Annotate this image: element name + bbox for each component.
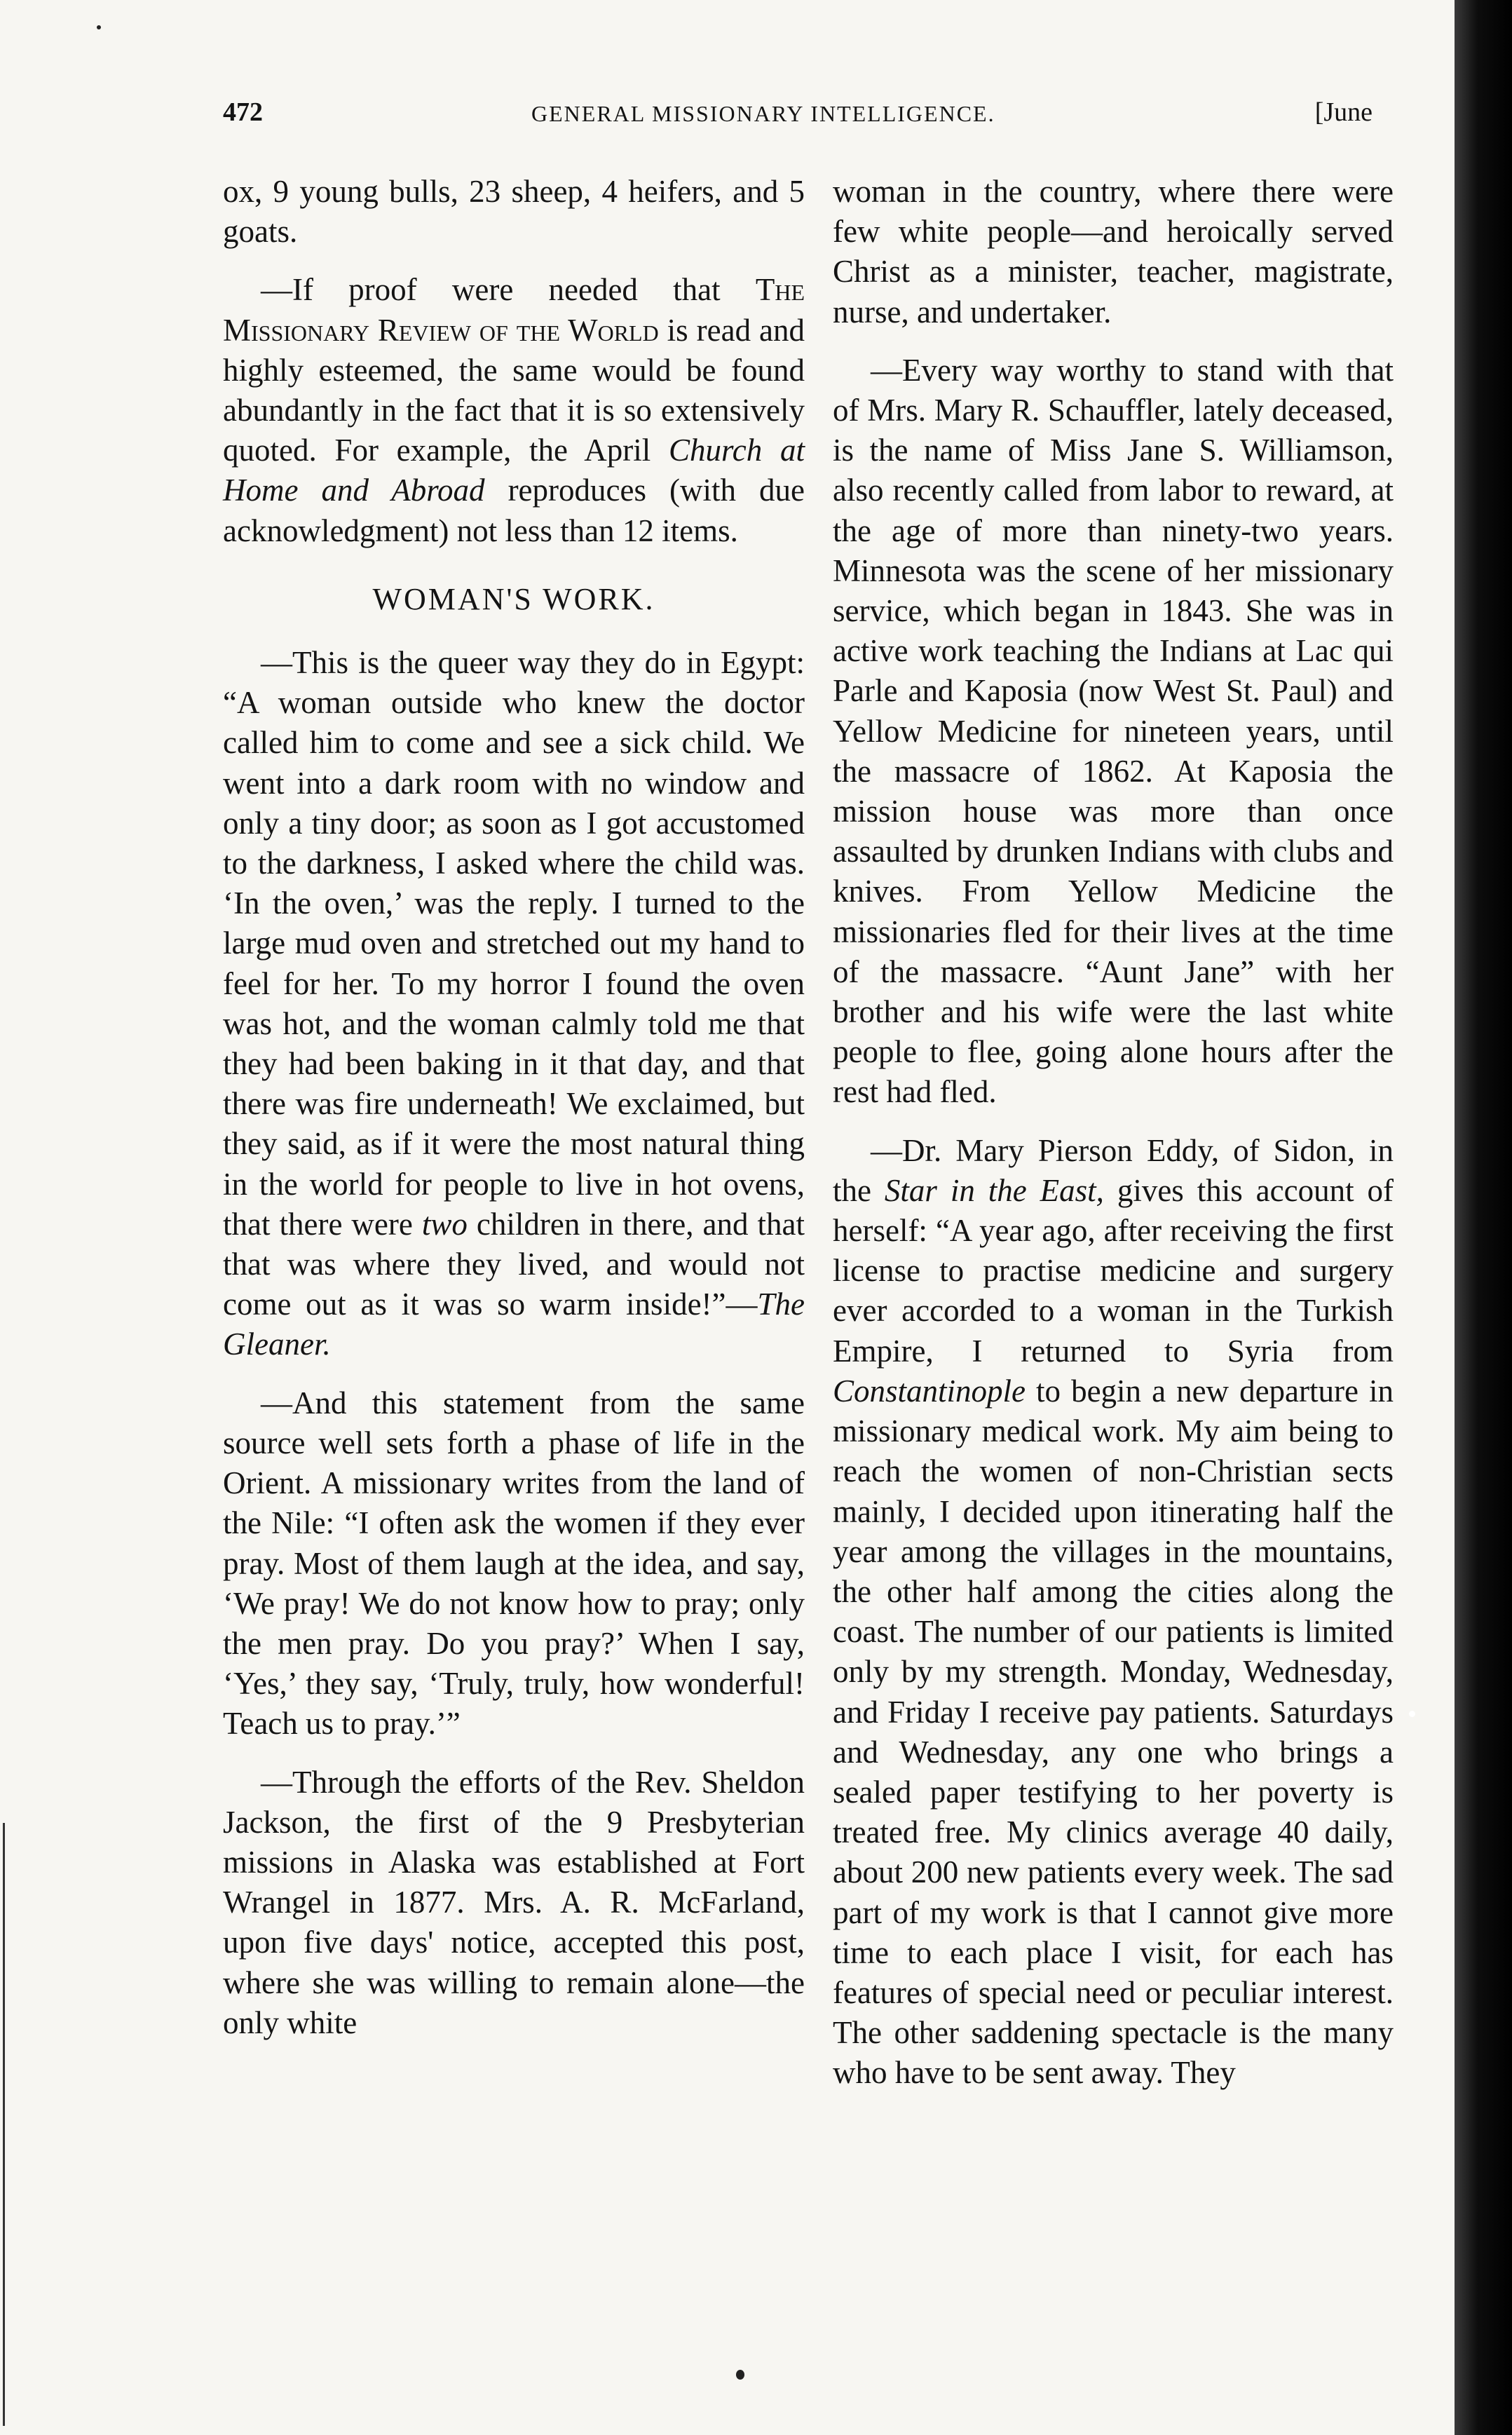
journal-title: The Missionary Review of the World bbox=[223, 272, 805, 348]
left-column bbox=[223, 172, 805, 2061]
scan-margin-line bbox=[3, 1823, 5, 2426]
source-citation: The Gleaner. bbox=[223, 1287, 805, 1362]
paragraph: woman in the country, where there were few white people—and heroically served Christ as a minister, teacher, magistrate, nurse, and undertaker. bbox=[833, 174, 1394, 330]
page-number: 472 bbox=[223, 97, 263, 127]
paragraph: —If proof were needed that The Missionary Review of the World is read and highly esteemed, the same would be found abundantly in the fact that it is so extensively quoted. For example, the April Church at Home and Abroad reproduces (with due acknowledgment) not less than 12 items. bbox=[223, 272, 805, 548]
paragraph: ox, 9 young bulls, 23 sheep, 4 heifers, and 5 goats. bbox=[223, 174, 805, 250]
scan-speck bbox=[97, 25, 101, 29]
scan-speck bbox=[1409, 1711, 1415, 1717]
paragraph: —And this statement from the same source well sets forth a phase of life in the Orient. A missionary writes from the land of the Nile: “I often ask the women if they ever pray. Most of them laugh at the idea, and say, ‘We pray! We do not know how to pray; only the men pray. Do you pray?’ When I say, ‘Yes,’ they say, ‘Truly, truly, how wonderful! Teach us to pray.’” bbox=[223, 1385, 805, 1742]
right-column bbox=[833, 172, 1394, 2112]
paragraph: —Every way worthy to stand with that of Mrs. Mary R. Schauffler, lately deceased, is the name of Miss Jane S. Williamson, also recently called from labor to reward, at the age of more than ninety-two years. Minnesota was the scene of her missionary service, which began in 1843. She was in active work teaching the Indians at Lac qui Parle and Kaposia (now West St. Paul) and Yellow Medicine for nineteen years, until the massacre of 1862. At Kaposia the mission house was more than once assaulted by drunken Indians with clubs and knives. From Yellow Medicine the missionaries fled for their lives at the time of the massacre. “Aunt Jane” with her brother and his wife were the last white people to flee, going alone hours after the rest had fled. bbox=[833, 352, 1394, 1110]
paragraph: —Through the efforts of the Rev. Sheldon Jackson, the first of the 9 Presbyterian missions in Alaska was established at Fort Wrangel in 1877. Mrs. A. R. McFarland, upon five days' notice, accepted this post, where she was willing to remain alone—the only white bbox=[223, 1764, 805, 2040]
periodical-title: Church at Home and Abroad bbox=[223, 433, 805, 508]
section-heading: WOMAN'S WORK. bbox=[372, 581, 655, 616]
running-title: GENERAL MISSIONARY INTELLIGENCE. bbox=[531, 101, 995, 126]
page-header bbox=[223, 97, 1373, 139]
scan-edge-shadow bbox=[1455, 0, 1512, 2435]
paragraph: —Dr. Mary Pierson Eddy, of Sidon, in the Star in the East, gives this account of herself: “A year ago, after receiving the first license to practise medicine and surgery ever accorded to a woman in the Turkish Empire, I returned to Syria from Constantinople to begin a new departure in missionary medical work. My aim being to reach the women of non-Christian sects mainly, I decided upon itinerating half the year among the villages in the mountains, the other half among the cities along the coast. The number of our patients is limited only by my strength. Monday, Wednesday, and Friday I receive pay patients. Saturdays and Wednesday, any one who brings a sealed paper testifying to her poverty is treated free. My clinics average 40 daily, about 200 new patients every week. The sad part of my work is that I cannot give more time to each place I visit, for each has features of special need or peculiar interest. The other saddening spectacle is the many who have to be sent away. They bbox=[833, 1132, 1394, 2091]
periodical-title: Star in the East, bbox=[884, 1172, 1104, 1208]
scan-speck bbox=[736, 2370, 744, 2380]
month-label: [June bbox=[1314, 97, 1373, 127]
paragraph: —This is the queer way they do in Egypt: “A woman outside who knew the doctor called him to come and see a sick child. We went into a dark room with no window and only a tiny door; as soon as I got accustomed to the darkness, I asked where the child was. ‘In the oven,’ was the reply. I turned to the large mud oven and stretched out my hand to feel for her. To my horror I found the oven was hot, and the woman calmly told me that they had been baking in it that day, and that there was fire underneath! We exclaimed, but they said, as if it were the most natural thing in the world for people to live in hot ovens, that there were two children in there, and that that was where they lived, and would not come out as it was so warm inside!”—The Gleaner. bbox=[223, 645, 805, 1362]
